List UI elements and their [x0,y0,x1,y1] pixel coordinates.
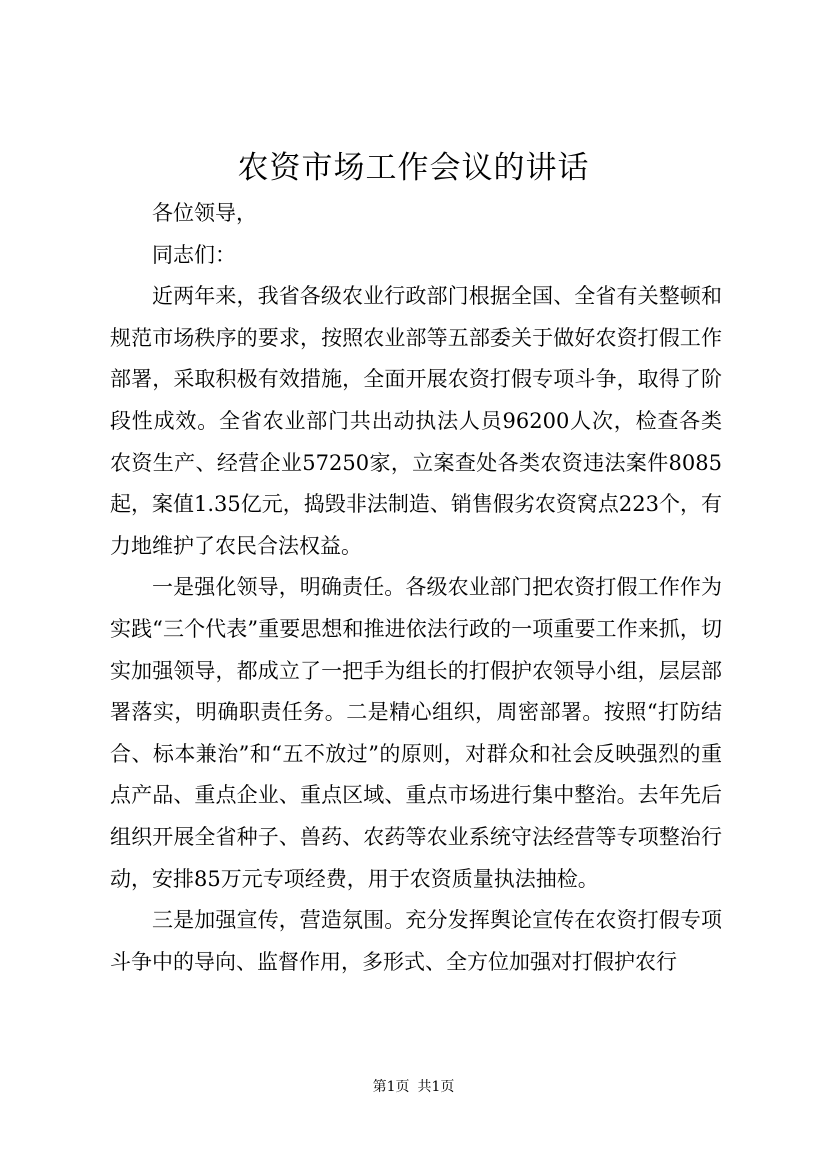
page-number: 第1页 [372,1079,410,1095]
salutation-leaders: 各位领导， [152,201,257,225]
paragraph-overview: 近两年来，我省各级农业行政部门根据全国、全省有关整顿和规范市场秩序的要求，按照农业部等五部委关于做好农资打假工作部署，采取积极有效措施，全面开展农资打假专项斗争，取得了阶段性成效。全省农业部门共出动执法人员96200人次，检查各类农资生产、经营企业57250家，立案查处各类农资违法案件8085起，案值1.35亿元，捣毁非法制造、销售假劣农资窝点223个，有力地维护了农民合法权益。 [110,284,722,558]
page-footer [0,1077,827,1097]
document-title: 农资市场工作会议的讲话 [237,150,590,186]
paragraph-measures: 一是强化领导，明确责任。各级农业部门把农资打假工作作为实践“三个代表”重要思想和推进依法行政的一项重要工作来抓，切实加强领导，都成立了一把手为组长的打假护农领导小组，层层部署落实，明确职责任务。二是精心组织，周密部署。按照“打防结合、标本兼治”和“五不放过”的原则，对群众和社会反映强烈的重点产品、重点企业、重点区域、重点市场进行集中整治。去年先后组织开展全省种子、兽药、农药等农业系统守法经营等专项整治行动，安排85万元专项经费，用于农资质量执法抽检。 [110,575,722,891]
salutation-comrades: 同志们： [152,242,236,267]
page-total: 共1页 [417,1079,455,1095]
paragraph-publicity: 三是加强宣传，营造氛围。充分发挥舆论宣传在农资打假专项斗争中的导向、监督作用，多形式、全方位加强对打假护农行 [110,908,722,974]
document-body [110,193,722,983]
